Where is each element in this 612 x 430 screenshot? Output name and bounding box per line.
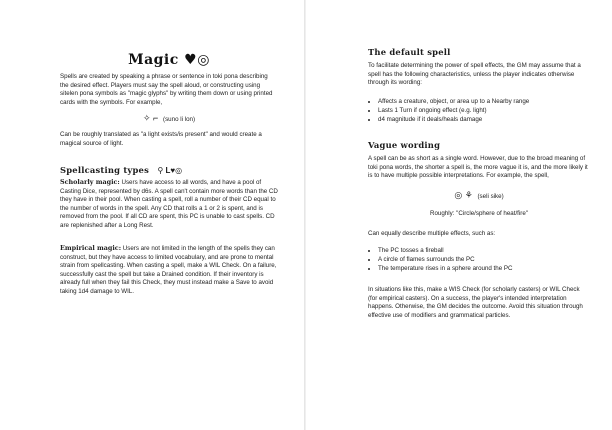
list-item: • A circle of flames surrounds the PC: [378, 255, 590, 264]
example-glyph-line: [60, 113, 278, 124]
vague-glyph-translit: (seli sike): [477, 193, 504, 200]
page-title: Magic ♥◎: [128, 52, 210, 68]
empirical-magic-text: Users are not limited in the length of the spells they can construct, but they have access to limited vocabulary, and are prone to mental strain from spellcasting. When casting a spell, make a WIL Check. On a failure, successfully cast the spell but take a Drained condition. If their inventory is already full when they fail this Check, they must instead make a Save to avoid taking 1d4 damage to WIL.: [60, 245, 277, 295]
left-page: [0, 0, 305, 430]
vague-effects-list: [368, 246, 590, 273]
vague-wording-heading: Vague wording: [368, 140, 441, 150]
default-spell-list: [368, 97, 590, 124]
list-item: • The PC tosses a fireball: [378, 246, 590, 255]
example-explanation: Can be roughly translated as "a light exists/is present" and would create a magical source of light.: [60, 131, 262, 147]
empirical-magic-label: Empirical magic:: [60, 244, 122, 252]
spellcasting-heading: Spellcasting types: [60, 165, 149, 175]
vague-wording-paragraph: A spell can be as short as a single word. However, due to the broad meaning of toki pona words, the shorter a spell is, the more vague it is, and the more likely it is to have multiple possible interpretations. For example, the spell,: [368, 155, 588, 180]
list-item: • Affects a creature, object, or area up to a Nearby range: [378, 97, 590, 106]
example-translit: (suno li lon): [163, 116, 196, 123]
vague-equally-line: Can equally describe multiple effects, such as:: [368, 230, 496, 237]
list-item: • The temperature rises in a sphere around the PC: [378, 264, 590, 273]
vague-glyph-line: [368, 190, 590, 201]
empirical-magic-paragraph: [60, 244, 278, 297]
scholarly-magic-paragraph: [60, 178, 278, 231]
scholarly-magic-label: Scholarly magic:: [60, 178, 120, 186]
spellcasting-heading-row: [60, 160, 278, 178]
scholarly-magic-text: Users have access to all words, and have a pool of Casting Dice, represented by d6s. A spell can't contain more words than the CD they have in their pool. When casting a spell, roll a number of their CD equal to the number of words in the spell. Any CD that rolls a 1 or 2 is spent, and is removed from the pool. If all CD are spent, this PC is unable to cast spells. CD are replenished after a Long Rest.: [60, 179, 278, 229]
sitelen-pona-glyph-icon: ✧ ⌐: [142, 113, 159, 123]
right-page: [306, 0, 611, 430]
spellcasting-glyph-icon: ⚲ L♥◎: [157, 166, 183, 175]
default-spell-heading: The default spell: [368, 47, 451, 57]
list-item: • d4 magnitude if it deals/heals damage: [378, 115, 590, 124]
vague-roughly-line: Roughly: "Circle/sphere of heat/fire": [430, 210, 528, 217]
magic-intro-paragraph: Spells are created by speaking a phrase or sentence in toki pona describing the desired effect. Players must say the spell aloud, or constructing using sitelen pona symbols as "magic glyphs" by writing them down or using printed cards with the symbols. For example,: [60, 73, 273, 106]
closing-paragraph: In situations like this, make a WIS Check (for scholarly casters) or WIL Check (for empirical casters). On a success, the player's intended interpretation happens. Otherwise, the GM decides the outcome. Avoid this situation through effective use of modifiers and grammatical particles.: [368, 286, 583, 319]
seli-sike-glyph-icon: ◎ ⚘: [454, 190, 473, 200]
list-item: • Lasts 1 Turn if ongoing effect (e.g. light): [378, 106, 590, 115]
default-spell-intro: To facilitate determining the power of spell effects, the GM may assume that a spell has the following characteristics, unless the player indicates otherwise through its wording:: [368, 62, 581, 87]
